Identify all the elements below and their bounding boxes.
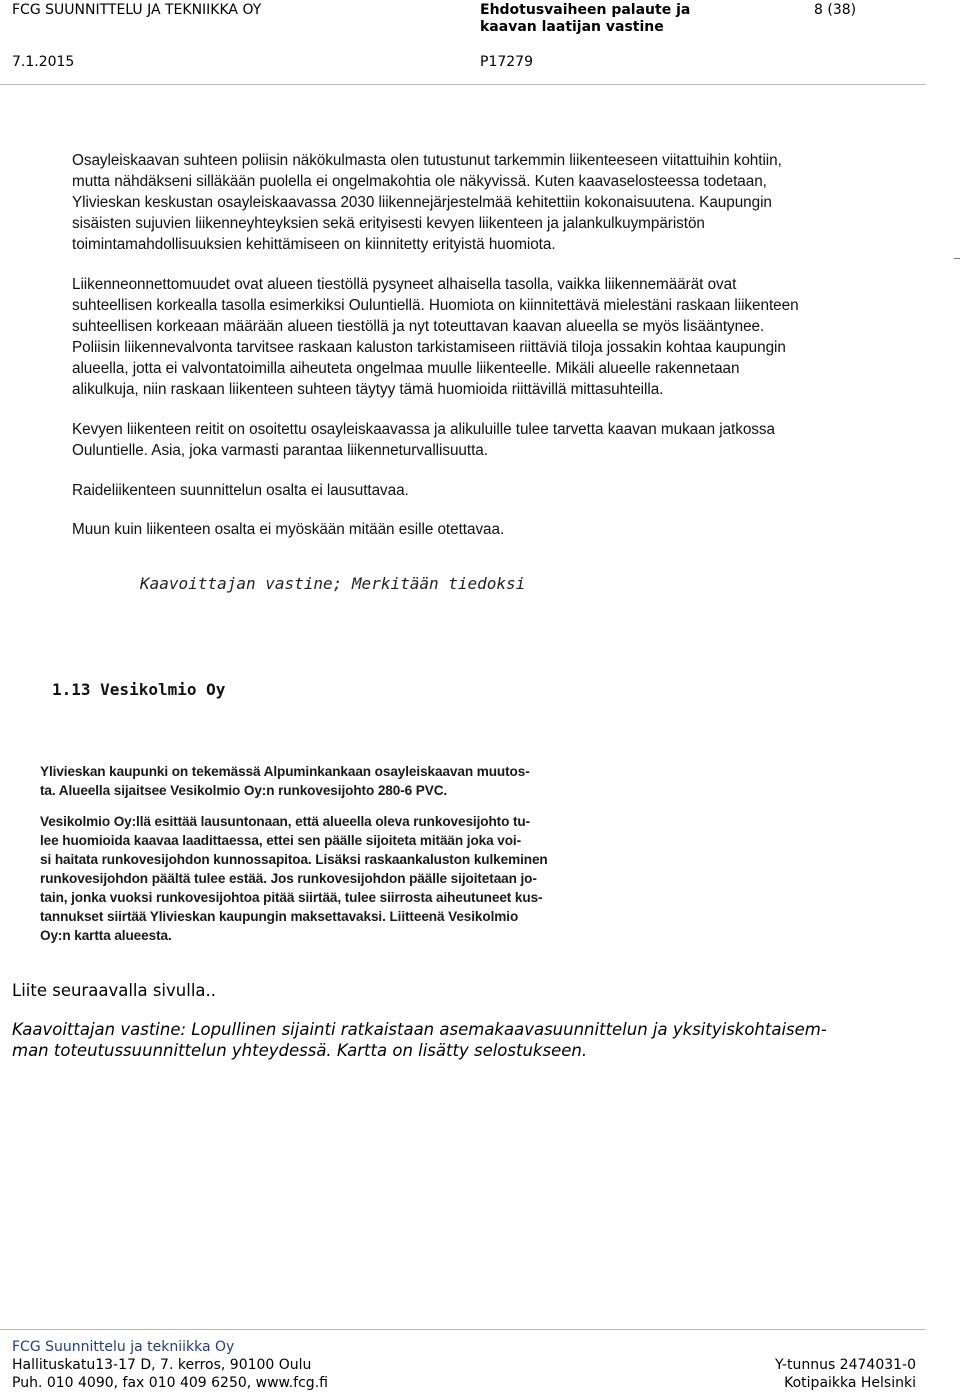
statement-line: Poliisin liikennevalvonta tarvitsee raskaan kaluston tarkistamiseen riittäviä tiloja jossakin kohtaa kaupungin [72, 339, 786, 356]
response-line: Kaavoittajan vastine: Lopullinen sijainti ratkaistaan asemakaavasuunnittelun ja yksityiskohtaisem- [12, 1020, 827, 1039]
statement-line: Kevyen liikenteen reitit on osoitettu osayleiskaavassa ja alikuluille tulee tarvetta kaavan mukaan jatkossa [72, 421, 775, 438]
footer-business-id: Y-tunnus 2474031-0 [775, 1357, 916, 1373]
statement-paragraph [72, 274, 799, 400]
footer-contact: Puh. 010 4090, fax 010 409 6250, www.fcg.fi [12, 1375, 328, 1391]
header-rule [0, 84, 926, 85]
statement-line: runkovesijohdon päältä tulee estää. Jos runkovesijohdon päälle sijoitetaan jo- [40, 871, 537, 886]
statement-line: alikulkuja, niin raskaan liikenteen suhteen täytyy tämä huomioida riittävillä mittasuhteilla. [72, 381, 664, 398]
statement-line: si haitata runkovesijohdon kunnossapitoa. Lisäksi raskaankaluston kulkeminen [40, 852, 548, 867]
statement-paragraph [72, 519, 799, 540]
footer-company: FCG Suunnittelu ja tekniikka Oy [12, 1339, 235, 1355]
attachment-note: Liite seuraavalla sivulla.. [12, 981, 217, 1000]
footer-domicile: Kotipaikka Helsinki [784, 1375, 916, 1391]
statement-line: Ylivieskan kaupunki on tekemässä Alpuminkankaan osayleiskaavan muutos- [40, 764, 530, 779]
statement-paragraph [72, 480, 799, 501]
section-title: 1.13 Vesikolmio Oy [52, 680, 226, 699]
scanned-statement-police [72, 150, 799, 559]
planner-response-1: Kaavoittajan vastine; Merkitään tiedoksi [140, 574, 526, 593]
statement-line: suhteellisen korkealla tasolla esimerkiksi Ouluntiellä. Huomiota on kiinnitettävä mielestäni raskaan liikenteen [72, 297, 799, 314]
statement-line: mutta nähdäkseni silläkään puolella ei ongelmakohtia ole näkyvissä. Kuten kaavaselosteessa todetaan, [72, 173, 767, 190]
statement-line: ta. Alueella sijaitsee Vesikolmio Oy:n runkovesijohto 280-6 PVC. [40, 783, 448, 798]
header-company: FCG SUUNNITTELU JA TEKNIIKKA OY [12, 2, 262, 18]
header-date: 7.1.2015 [12, 54, 75, 70]
statement-line: Ouluntielle. Asia, joka varmasti parantaa liikenneturvallisuutta. [72, 442, 488, 459]
statement-line: Raideliikenteen suunnittelun osalta ei lausuttavaa. [72, 482, 409, 499]
statement-line: Muun kuin liikenteen osalta ei myöskään mitään esille otettavaa. [72, 521, 505, 538]
header-title-line2: kaavan laatijan vastine [480, 19, 664, 35]
statement-line: suhteellisen korkeaan määrään alueen tiestöllä ja nyt toteuttavan kaavan alueella se myös lisääntynee. [72, 318, 765, 335]
planner-response-2 [12, 1019, 932, 1061]
statement-line: lee huomioida kaavaa laadittaessa, ettei sen päälle sijoiteta mitään joka voi- [40, 833, 522, 848]
header-project: P17279 [480, 54, 533, 70]
statement-line: alueella, jotta ei valvontatoimilla aiheuteta ongelmaa muulle liikenteelle. Mikäli alueelle rakennetaan [72, 360, 740, 377]
footer-rule [0, 1329, 926, 1330]
footer-address: Hallituskatu13-17 D, 7. kerros, 90100 Oulu [12, 1357, 312, 1373]
header-title-line1: Ehdotusvaiheen palaute ja [480, 2, 691, 18]
statement-line: Oy:n kartta alueesta. [40, 928, 172, 943]
statement-line: tannukset siirtää Ylivieskan kaupungin maksettavaksi. Liitteenä Vesikolmio [40, 909, 519, 924]
statement-line: sisäisten sujuvien liikenneyhteyksien sekä erityisesti kevyen liikenteen ja jalankulkuympäristön [72, 215, 705, 232]
statement-paragraph [72, 150, 799, 255]
scanned-statement-vesikolmio [40, 762, 548, 945]
statement-line: toimintamahdollisuuksien kehittämiseen on kiinnitetty erityistä huomiota. [72, 236, 556, 253]
statement-line: Liikenneonnettomuudet ovat alueen tiestöllä pysyneet alhaisella tasolla, vaikka liikennemäärät ovat [72, 276, 737, 293]
scan-edge-mark [954, 258, 960, 259]
statement-line: Ylivieskan keskustan osayleiskaavassa 2030 liikennejärjestelmää kehitettiin kokonaisuutena. Kaupungin [72, 194, 772, 211]
response-line: man toteutussuunnittelun yhteydessä. Kartta on lisätty selostukseen. [12, 1041, 588, 1060]
statement-line: Osayleiskaavan suhteen poliisin näkökulmasta olen tutustunut tarkemmin liikenteeseen viitattuihin kohtiin, [72, 152, 782, 169]
statement-line: tain, jonka vuoksi runkovesijohtoa pitää siirtää, tulee siirrosta aiheutuneet kus- [40, 890, 543, 905]
statement-paragraph [72, 419, 799, 461]
statement-line: Vesikolmio Oy:llä esittää lausuntonaan, että alueella oleva runkovesijohto tu- [40, 814, 531, 829]
header-page-number: 8 (38) [814, 2, 857, 18]
